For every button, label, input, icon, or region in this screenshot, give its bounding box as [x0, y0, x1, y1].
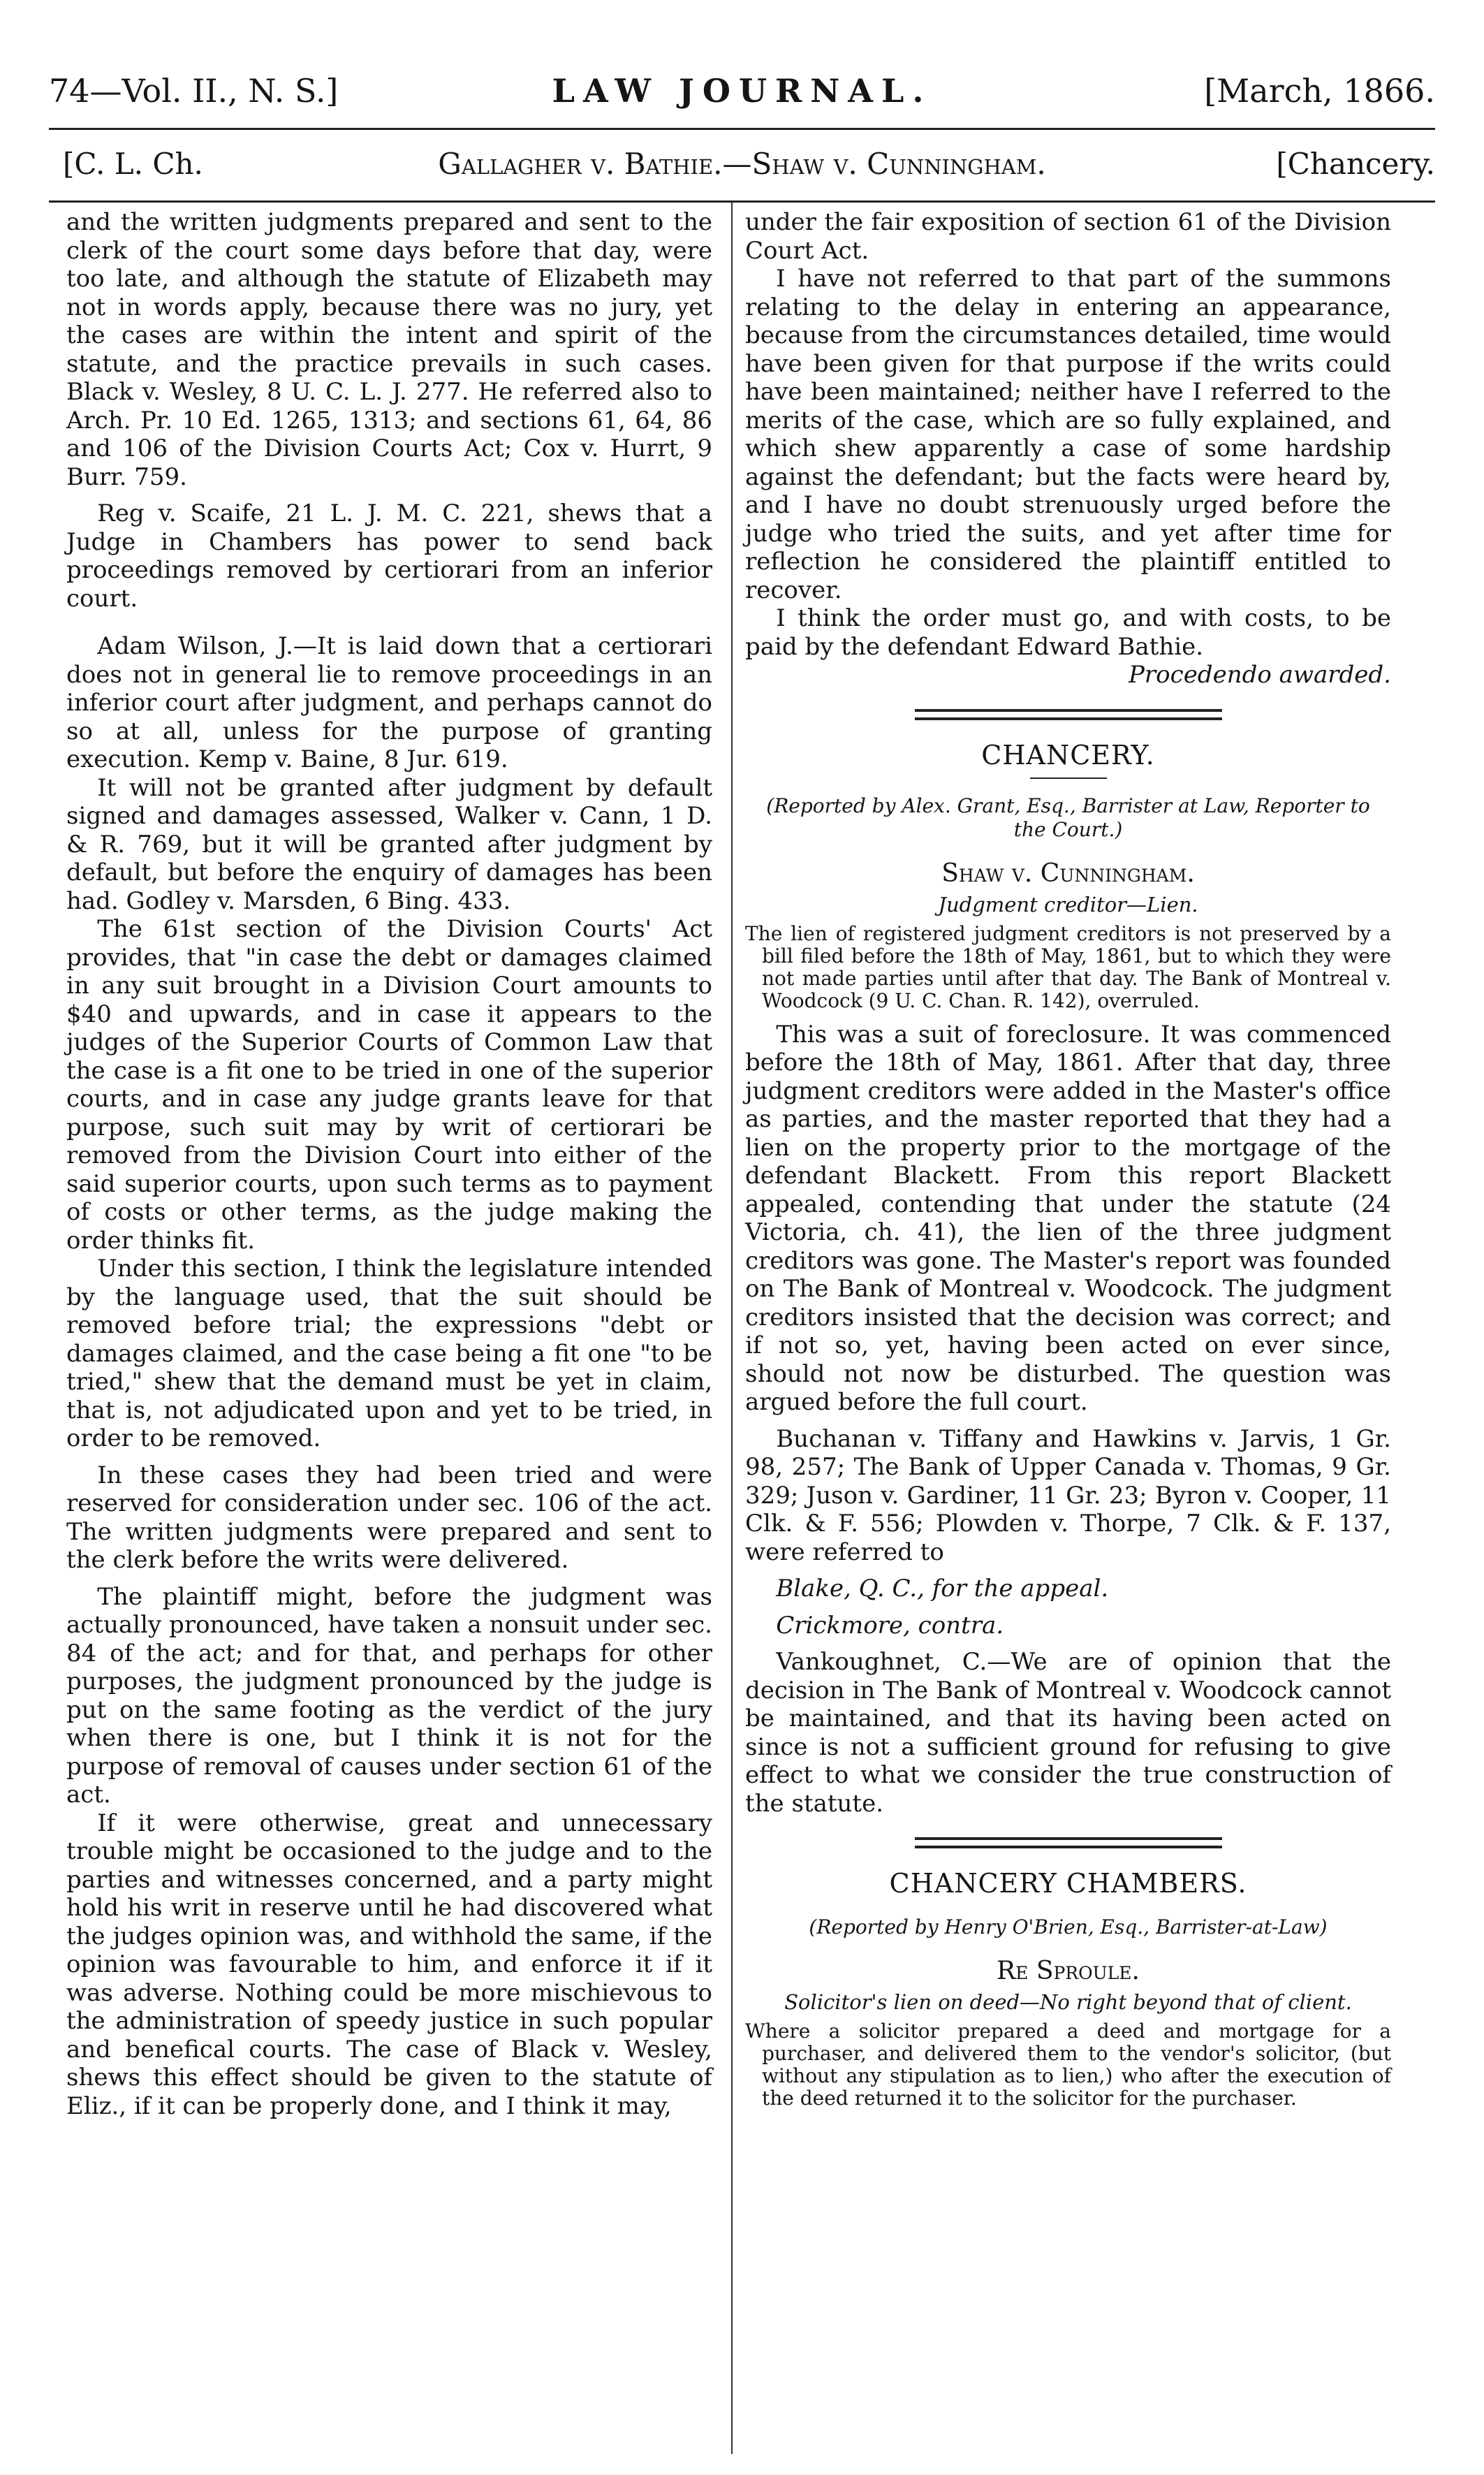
counsel-line: Blake, Q. C., for the appeal.: [776, 1575, 1109, 1602]
case-title: Shaw v. Cunningham.: [941, 859, 1195, 888]
section-left: [C. L. Ch.: [63, 147, 203, 181]
case-subtitle: Solicitor's lien on deed—No right beyond that of client.: [784, 1990, 1352, 2014]
case-subtitle: Judgment creditor—Lien.: [938, 892, 1198, 917]
case-names: Gallagher v. Bathie.—Shaw v. Cunningham.: [438, 147, 1046, 181]
journal-title: LAW JOURNAL.: [552, 72, 932, 110]
right-column: [745, 208, 1391, 2110]
chambers-title: CHANCERY CHAMBERS.: [889, 1868, 1247, 1899]
paragraph: and the written judgments prepared and sent to the clerk of the court some days before that day, were too late, and although the statute of Elizabeth may not in words apply, because there was no jury, yet the cases are within the intent and spirit of the statute, and the practice prevails in such cases. Black v. Wesley, 8 U. C. L. J. 277. He referred also to Arch. Pr. 10 Ed. 1265, 1313; and sections 61, 64, 86 and 106 of the Division Courts Act; Cox v. Hurrt, 9 Burr. 759.: [66, 208, 712, 491]
paragraph: I think the order must go, and with costs, to be paid by the defendant Edward Bathie.: [745, 604, 1391, 661]
section-head: [49, 143, 1435, 185]
paragraph: The plaintiff might, before the judgment was actually pronounced, have taken a nonsuit under sec. 84 of the act; and for that, and perhaps for other purposes, the judgment pronounced by the judge is put on the same footing as the verdict of the jury when there is one, but I think it is not for the purpose of removal of causes under section 61 of the act.: [66, 1582, 712, 1809]
title-rule: [1030, 777, 1107, 779]
headnote: Where a solicitor prepared a deed and mortgage for a purchaser, and delivered them to the vendor's solicitor, (but without any stipulation as to lien,) who after the execution of the deed returned it to the solicitor for the purchaser.: [745, 2020, 1391, 2110]
headnote: The lien of registered judgment creditors is not preserved by a bill filed before the 18th of May, 1861, but to which they were not made parties until after that day. The Bank of Montreal v. Woodcock (9 U. C. Chan. R. 142), overruled.: [745, 921, 1391, 1012]
paragraph: Vankoughnet, C.—We are of opinion that the decision in The Bank of Montreal v. Woodcock cannot be maintained, and that its having been acted on since is not a sufficient ground for refusing to give effect to what we consider the true construction of the statute.: [745, 1648, 1391, 1818]
column-divider: [731, 203, 733, 2454]
paragraph: This was a suit of foreclosure. It was commenced before the 18th of May, 1861. After that day, three judgment creditors were added in the Master's office as parties, and the master reported that they had a lien on the property prior to the mortgage of the defendant Blackett. From this report Blackett appealed, contending that under the statute (24 Victoria, ch. 41), the lien of the three judgment creditors was gone. The Master's report was founded on The Bank of Montreal v. Woodcock. The judgment creditors insisted that the decision was correct; and if not so, yet, having been acted on ever since, should not now be disturbed. The question was argued before the full court.: [745, 1020, 1391, 1416]
issue-date: [March, 1866.: [1204, 72, 1435, 110]
paragraph: under the fair exposition of section 61 of the Division Court Act.: [745, 208, 1391, 265]
case-title: Re Sproule.: [997, 1957, 1140, 1985]
section-divider: [915, 709, 1222, 720]
paragraph: It will not be granted after judgment by default signed and damages assessed, Walker v. Cann, 1 D. & R. 769, but it will be granted after judgment by default, but before the enquiry of damages has been had. Godley v. Marsden, 6 Bing. 433.: [66, 773, 712, 915]
procedendo-line: Procedendo awarded.: [1129, 661, 1391, 689]
paragraph: In these cases they had been tried and were reserved for consideration under sec. 106 of the act. The written judgments were prepared and sent to the clerk before the writs were delivered.: [66, 1461, 712, 1574]
paragraph: Reg v. Scaife, 21 L. J. M. C. 221, shews that a Judge in Chambers has power to send back proceedings removed by certiorari from an inferior court.: [66, 499, 712, 613]
chambers-reporter: (Reported by Henry O'Brien, Esq., Barrister-at-Law): [809, 1915, 1328, 1939]
page-volume: 74—Vol. II., N. S.]: [49, 72, 339, 110]
paragraph: If it were otherwise, great and unnecessary trouble might be occasioned to the judge and to the parties and witnesses concerned, and a party might hold his writ in reserve until he had discovered what the judges opinion was, and withhold the same, if the opinion was favourable to him, and enforce it if it was adverse. Nothing could be more mischievous to the administration of speedy justice in such popular and benefical courts. The case of Black v. Wesley, shews this effect should be given to the statute of Eliz., if it can be properly done, and I think it may,: [66, 1809, 712, 2120]
paragraph: Adam Wilson, J.—It is laid down that a certiorari does not in general lie to remove proceedings in an inferior court after judgment, and perhaps cannot do so at all, unless for the purpose of granting execution. Kemp v. Baine, 8 Jur. 619.: [66, 632, 712, 773]
running-head: [49, 70, 1435, 112]
chancery-reporter: (Reported by Alex. Grant, Esq., Barrister at Law, Reporter to the Court.): [766, 794, 1370, 841]
left-column: [66, 208, 712, 2120]
section-right: [Chancery.: [1276, 147, 1435, 181]
paragraph: I have not referred to that part of the summons relating to the delay in entering an appearance, because from the circumstances detailed, time would have been given for that purpose if the writs could have been maintained; neither have I referred to the merits of the case, which are so fully explained, and which shew apparently a case of some hardship against the defendant; but the facts were heard by, and I have no doubt strenuously urged before the judge who tried the suits, and yet after time for reflection he considered the plaintiff entitled to recover.: [745, 265, 1391, 604]
paragraph: Buchanan v. Tiffany and Hawkins v. Jarvis, 1 Gr. 98, 257; The Bank of Upper Canada v. Thomas, 9 Gr. 329; Juson v. Gardiner, 11 Gr. 23; Byron v. Cooper, 11 Clk. & F. 556; Plowden v. Thorpe, 7 Clk. & F. 137, were referred to: [745, 1424, 1391, 1566]
subheader-rule: [49, 200, 1435, 203]
section-divider: [915, 1837, 1222, 1848]
paragraph: The 61st section of the Division Courts' Act provides, that "in case the debt or damages claimed in any suit brought in a Division Court amounts to $40 and upwards, and in case it appears to the judges of the Superior Courts of Common Law that the case is a fit one to be tried in one of the superior courts, and in case any judge grants leave for that purpose, such suit may by writ of certiorari be removed from the Division Court into either of the said superior courts, upon such terms as to payment of costs or other terms, as the judge making the order thinks fit.: [66, 915, 712, 1255]
paragraph: Under this section, I think the legislature intended by the language used, that the suit should be removed before trial; the expressions "debt or damages claimed, and the case being a fit one "to be tried," shew that the demand must be yet in claim, that is, not adjudicated upon and yet to be tried, in order to be removed.: [66, 1255, 712, 1452]
counsel-line: Crickmore, contra.: [776, 1611, 1004, 1640]
chancery-title: CHANCERY.: [981, 739, 1155, 771]
header-rule: [49, 128, 1435, 130]
